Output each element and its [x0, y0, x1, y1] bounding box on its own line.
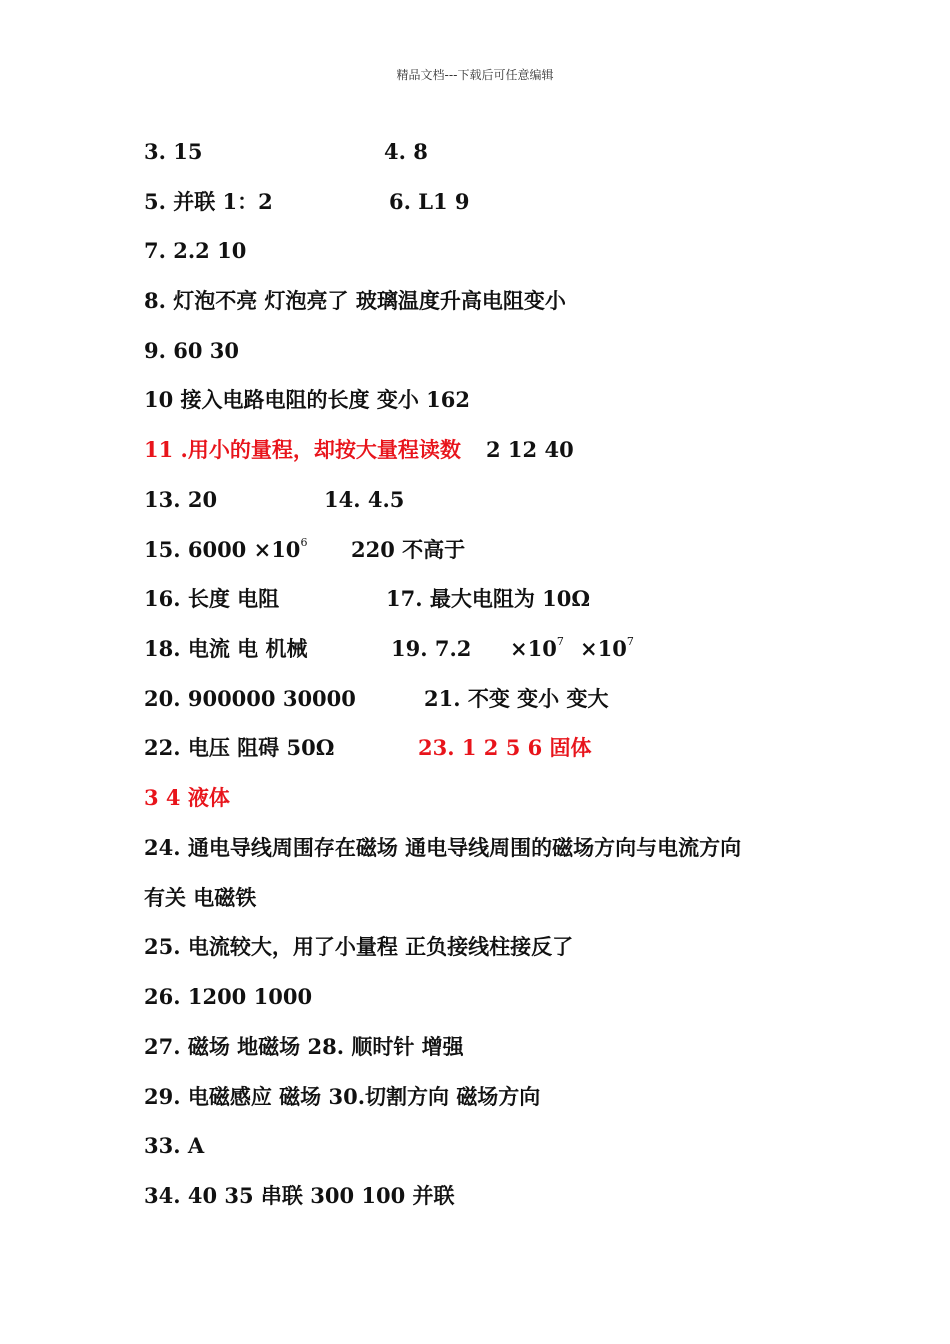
answer-19-power-a: $\times 10^7$ [510, 635, 564, 661]
page-header: 精品文档---下载后可任意编辑 [396, 68, 554, 82]
answer-17: 17. 最大电阻为 10Ω [386, 586, 591, 611]
answer-7: 7. 2.2 10 [144, 238, 247, 263]
answer-6: 6. L1 9 [389, 189, 470, 214]
answer-27-28: 27. 磁场 地磁场 28. 顺时针 增强 [144, 1034, 464, 1059]
answer-9: 9. 60 30 [144, 338, 239, 363]
answer-4: 4. 8 [384, 139, 428, 164]
answer-19: 19. 7.2 [391, 636, 472, 661]
exponent: 6 [300, 536, 308, 549]
answer-11-values: 2 12 40 [486, 437, 574, 462]
answer-24: 24. 通电导线周围存在磁场 通电导线周围的磁场方向与电流方向 [144, 835, 742, 860]
answer-18: 18. 电流 电 机械 [144, 636, 308, 661]
answer-13: 13. 20 [144, 487, 218, 512]
answer-20: 20. 900000 30000 [144, 686, 356, 711]
answer-16: 16. 长度 电阻 [144, 586, 280, 611]
answer-24-continued: 有关 电磁铁 [144, 885, 257, 910]
answer-34: 34. 40 35 串联 300 100 并联 [144, 1183, 455, 1208]
answer-21: 21. 不变 变小 变大 [424, 686, 609, 711]
answer-8: 8. 灯泡不亮 灯泡亮了 玻璃温度升高电阻变小 [144, 288, 566, 313]
answer-3: 3. 15 [144, 139, 203, 164]
answer-14: 14. 4.5 [324, 487, 405, 512]
answer-11-highlight: 11 .用小的量程，却按大量程读数 [144, 437, 461, 462]
answer-10: 10 接入电路电阻的长度 变小 162 [144, 387, 470, 412]
exponent: 7 [626, 635, 634, 648]
answer-29-30: 29. 电磁感应 磁场 30.切割方向 磁场方向 [144, 1084, 541, 1109]
answer-25: 25. 电流较大，用了小量程 正负接线柱接反了 [144, 934, 574, 959]
answer-5: 5. 并联 1：2 [144, 189, 273, 214]
answer-22: 22. 电压 阻碍 50Ω [144, 735, 335, 760]
answer-23-continued: 3 4 液体 [144, 785, 230, 810]
exponent: 7 [556, 635, 564, 648]
answer-19-power-b: $\times 10^7$ [580, 635, 634, 661]
answer-26: 26. 1200 1000 [144, 984, 313, 1009]
answer-15-rest: 220 不高于 [351, 537, 466, 562]
answer-15-value: 15. $6000 \times 10^6$ [144, 536, 308, 562]
answer-33: 33. A [144, 1133, 205, 1158]
answer-23-highlight: 23. 1 2 5 6 固体 [418, 735, 592, 760]
